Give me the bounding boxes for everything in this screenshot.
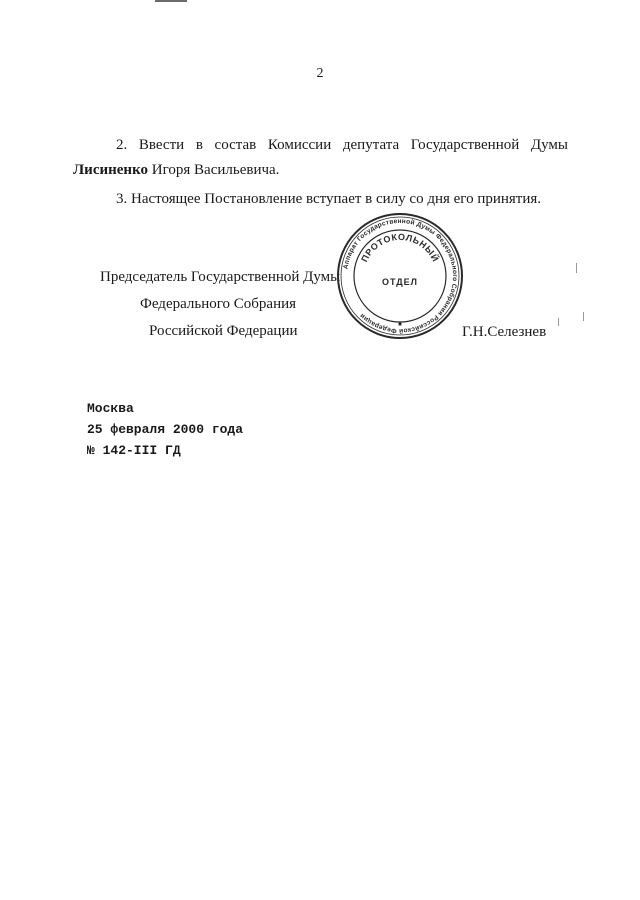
signatory-name: Г.Н.Селезнев	[462, 324, 547, 340]
deputy-name-rest: Игоря Васильевича.	[148, 162, 280, 178]
scan-speck	[558, 318, 559, 326]
seal-inner-top-text: ПРОТОКОЛЬНЫЙ	[359, 231, 441, 264]
document-number: № 142-III ГД	[87, 443, 181, 458]
signatory-title-line-1: Председатель Государственной Думы	[100, 269, 341, 285]
paragraph-item-2-line-2	[73, 160, 279, 180]
document-date: 25 февраля 2000 года	[87, 422, 244, 437]
seal-outer-text: Аппарат Государственной Думы Федерального Собрания Российской Федерации	[342, 217, 459, 335]
seal-dot	[398, 322, 401, 325]
scan-speck	[576, 263, 577, 273]
seal-inner-bottom-text: ОТДЕЛ	[381, 277, 419, 287]
document-city: Москва	[87, 401, 134, 416]
scan-speck	[583, 312, 584, 321]
deputy-name: Лисиненко	[73, 162, 149, 178]
scan-mark	[155, 0, 187, 2]
paragraph-item-3: 3. Настоящее Постановление вступает в силу со дня его принятия.	[116, 191, 542, 207]
signatory-title-line-2: Федерального Собрания	[140, 296, 297, 312]
signatory-title-line-3: Российской Федерации	[149, 323, 298, 339]
page-number: 2	[316, 66, 324, 81]
official-seal-stamp	[336, 212, 464, 340]
seal-inner-ring	[354, 230, 446, 322]
paragraph-item-2-line-1: 2. Ввести в состав Комиссии депутата Государственной Думы	[116, 137, 568, 153]
